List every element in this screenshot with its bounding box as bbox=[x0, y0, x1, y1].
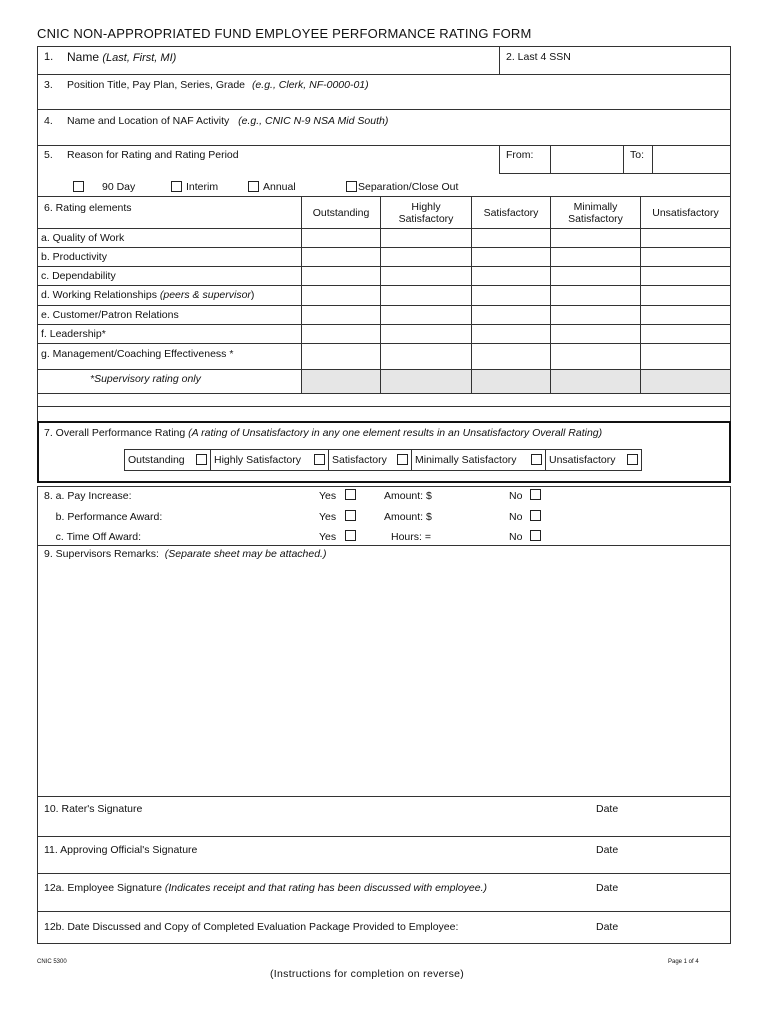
reason-label: Reason for Rating and Rating Period bbox=[67, 149, 239, 161]
from-label: From: bbox=[506, 149, 534, 161]
rater-signature-field[interactable] bbox=[180, 800, 580, 830]
reason-annual-label: Annual bbox=[263, 181, 296, 193]
col-unsatisfactory bbox=[641, 207, 730, 219]
instructions-note: (Instructions for completion on reverse) bbox=[270, 968, 465, 980]
rating-elements-header: 6. Rating elements bbox=[44, 202, 132, 214]
element-quality: a. Quality of Work bbox=[41, 232, 125, 244]
col-satisfactory bbox=[472, 207, 550, 219]
overall-satisfactory-checkbox[interactable] bbox=[397, 454, 408, 465]
time-off-award-hours-field[interactable] bbox=[446, 529, 501, 543]
rater-signature-label: 10. Rater's Signature bbox=[44, 803, 143, 815]
position-label bbox=[67, 79, 369, 91]
time-off-award-hours-label: Hours: = bbox=[391, 531, 431, 543]
supervisory-shade bbox=[302, 369, 730, 393]
reason-interim-label: Interim bbox=[186, 181, 219, 193]
performance-award-amount-field[interactable] bbox=[446, 509, 501, 523]
time-off-award-yes-label: Yes bbox=[319, 531, 337, 543]
ssn-label[interactable]: 2. Last 4 SSN bbox=[506, 51, 571, 63]
date-discussed-date-label: Date bbox=[596, 921, 619, 933]
form-title: CNIC NON-APPROPRIATED FUND EMPLOYEE PERFORMANCE RATING FORM bbox=[37, 26, 532, 41]
activity-hint: (e.g., CNIC N-9 NSA Mid South) bbox=[238, 115, 389, 127]
performance-award-yes-checkbox[interactable] bbox=[345, 510, 356, 521]
position-label-text: Position Title, Pay Plan, Series, Grade bbox=[67, 79, 246, 91]
overall-rating-label-text: 7. Overall Performance Rating bbox=[44, 427, 189, 439]
to-label: To: bbox=[630, 149, 645, 161]
activity-label bbox=[67, 115, 388, 127]
overall-outstanding-checkbox[interactable] bbox=[196, 454, 207, 465]
element-customer-relations: e. Customer/Patron Relations bbox=[41, 309, 179, 321]
rater-signature-date-label: Date bbox=[596, 803, 619, 815]
col-unsatisfactory-line1: Unsatisfactory bbox=[652, 207, 719, 219]
supervisory-note: *Supervisory rating only bbox=[90, 373, 201, 385]
performance-award-label: b. Performance Award: bbox=[44, 511, 163, 523]
element-working-relationships-text: d. Working Relationships bbox=[41, 289, 160, 301]
employee-signature-label bbox=[44, 882, 487, 894]
time-off-award-no-label: No bbox=[509, 531, 523, 543]
element-working-relationships: d. Working Relationships (peers & supervisor) bbox=[41, 289, 255, 301]
col-highly-satisfactory bbox=[381, 201, 471, 225]
page-number: Page 1 of 4 bbox=[668, 959, 699, 965]
pay-increase-amount-label: Amount: $ bbox=[384, 490, 432, 502]
reason-interim-checkbox[interactable] bbox=[171, 181, 182, 192]
element-management: g. Management/Coaching Effectiveness * bbox=[41, 348, 234, 360]
supervisor-remarks-label bbox=[44, 548, 326, 560]
pay-increase-yes-label: Yes bbox=[319, 490, 337, 502]
col-outstanding bbox=[302, 207, 380, 219]
to-field[interactable] bbox=[653, 146, 730, 173]
col-outstanding-line1: Outstanding bbox=[312, 207, 370, 219]
employee-signature-hint: (Indicates receipt and that rating has been discussed with employee.) bbox=[164, 882, 488, 894]
position-hint: (e.g., Clerk, NF-0000-01) bbox=[251, 79, 369, 91]
overall-minimally-label: Minimally Satisfactory bbox=[415, 454, 517, 466]
element-productivity: b. Productivity bbox=[41, 251, 107, 263]
supervisor-remarks-label-text: 9. Supervisors Remarks: bbox=[44, 548, 165, 560]
pay-increase-no-label: No bbox=[509, 490, 523, 502]
pay-increase-label: 8. a. Pay Increase: bbox=[44, 490, 132, 502]
pay-increase-yes-checkbox[interactable] bbox=[345, 489, 356, 500]
overall-rating-label bbox=[44, 427, 602, 439]
time-off-award-no-checkbox[interactable] bbox=[530, 530, 541, 541]
col-minimally-line2: Satisfactory bbox=[568, 213, 623, 225]
pay-increase-amount-field[interactable] bbox=[446, 488, 501, 502]
performance-award-yes-label: Yes bbox=[319, 511, 337, 523]
spacer-row-2 bbox=[37, 406, 731, 422]
time-off-award-yes-checkbox[interactable] bbox=[345, 530, 356, 541]
date-discussed-label: 12b. Date Discussed and Copy of Completed Evaluation Package Provided to Employee: bbox=[44, 921, 459, 933]
overall-unsatisfactory-label: Unsatisfactory bbox=[549, 454, 616, 466]
supervisor-remarks-hint: (Separate sheet may be attached.) bbox=[164, 548, 327, 560]
name-hint: (Last, First, MI) bbox=[102, 52, 177, 64]
field1-num: 1. bbox=[44, 51, 54, 63]
reason-separation-checkbox[interactable] bbox=[346, 181, 357, 192]
reason-90day-label: 90 Day bbox=[102, 181, 136, 193]
employee-signature-label-text: 12a. Employee Signature bbox=[44, 882, 165, 894]
element-leadership: f. Leadership* bbox=[41, 328, 106, 340]
col-satisfactory-line1: Satisfactory bbox=[483, 207, 539, 219]
overall-highly-checkbox[interactable] bbox=[314, 454, 325, 465]
approving-signature-label: 11. Approving Official's Signature bbox=[44, 844, 198, 856]
supervisor-remarks-field[interactable] bbox=[40, 562, 728, 794]
name-label[interactable] bbox=[67, 50, 176, 64]
form-number: CNIC 5300 bbox=[37, 959, 67, 965]
performance-award-no-label: No bbox=[509, 511, 523, 523]
name-label-text: Name bbox=[67, 50, 100, 64]
performance-award-amount-label: Amount: $ bbox=[384, 511, 432, 523]
field3-num: 3. bbox=[44, 79, 53, 91]
col-minimally-satisfactory bbox=[551, 201, 640, 225]
col-highly-line1: Highly bbox=[411, 201, 441, 213]
reason-separation-label: Separation/Close Out bbox=[358, 181, 459, 193]
overall-unsatisfactory-checkbox[interactable] bbox=[627, 454, 638, 465]
reason-90day-checkbox[interactable] bbox=[73, 181, 84, 192]
overall-minimally-checkbox[interactable] bbox=[531, 454, 542, 465]
overall-satisfactory-label: Satisfactory bbox=[332, 454, 387, 466]
approving-signature-field[interactable] bbox=[220, 840, 580, 870]
from-field[interactable] bbox=[551, 146, 623, 173]
overall-highly-label: Highly Satisfactory bbox=[214, 454, 301, 466]
element-dependability: c. Dependability bbox=[41, 270, 116, 282]
employee-signature-date-label: Date bbox=[596, 882, 619, 894]
time-off-award-label: c. Time Off Award: bbox=[44, 531, 142, 543]
pay-increase-no-checkbox[interactable] bbox=[530, 489, 541, 500]
field4-num: 4. bbox=[44, 115, 53, 127]
performance-award-no-checkbox[interactable] bbox=[530, 510, 541, 521]
element-working-relationships-hint: (peers & supervisor bbox=[159, 289, 251, 301]
spacer-row bbox=[37, 393, 731, 407]
col-minimally-line1: Minimally bbox=[573, 201, 618, 213]
approving-signature-date-label: Date bbox=[596, 844, 619, 856]
overall-outstanding-label: Outstanding bbox=[128, 454, 185, 466]
overall-rating-hint: (A rating of Unsatisfactory in any one element results in an Unsatisfactory Overall Rating) bbox=[188, 427, 603, 439]
reason-annual-checkbox[interactable] bbox=[248, 181, 259, 192]
col-highly-line2: Satisfactory bbox=[398, 213, 454, 225]
activity-label-text: Name and Location of NAF Activity bbox=[67, 115, 230, 127]
field5-num: 5. bbox=[44, 149, 53, 161]
